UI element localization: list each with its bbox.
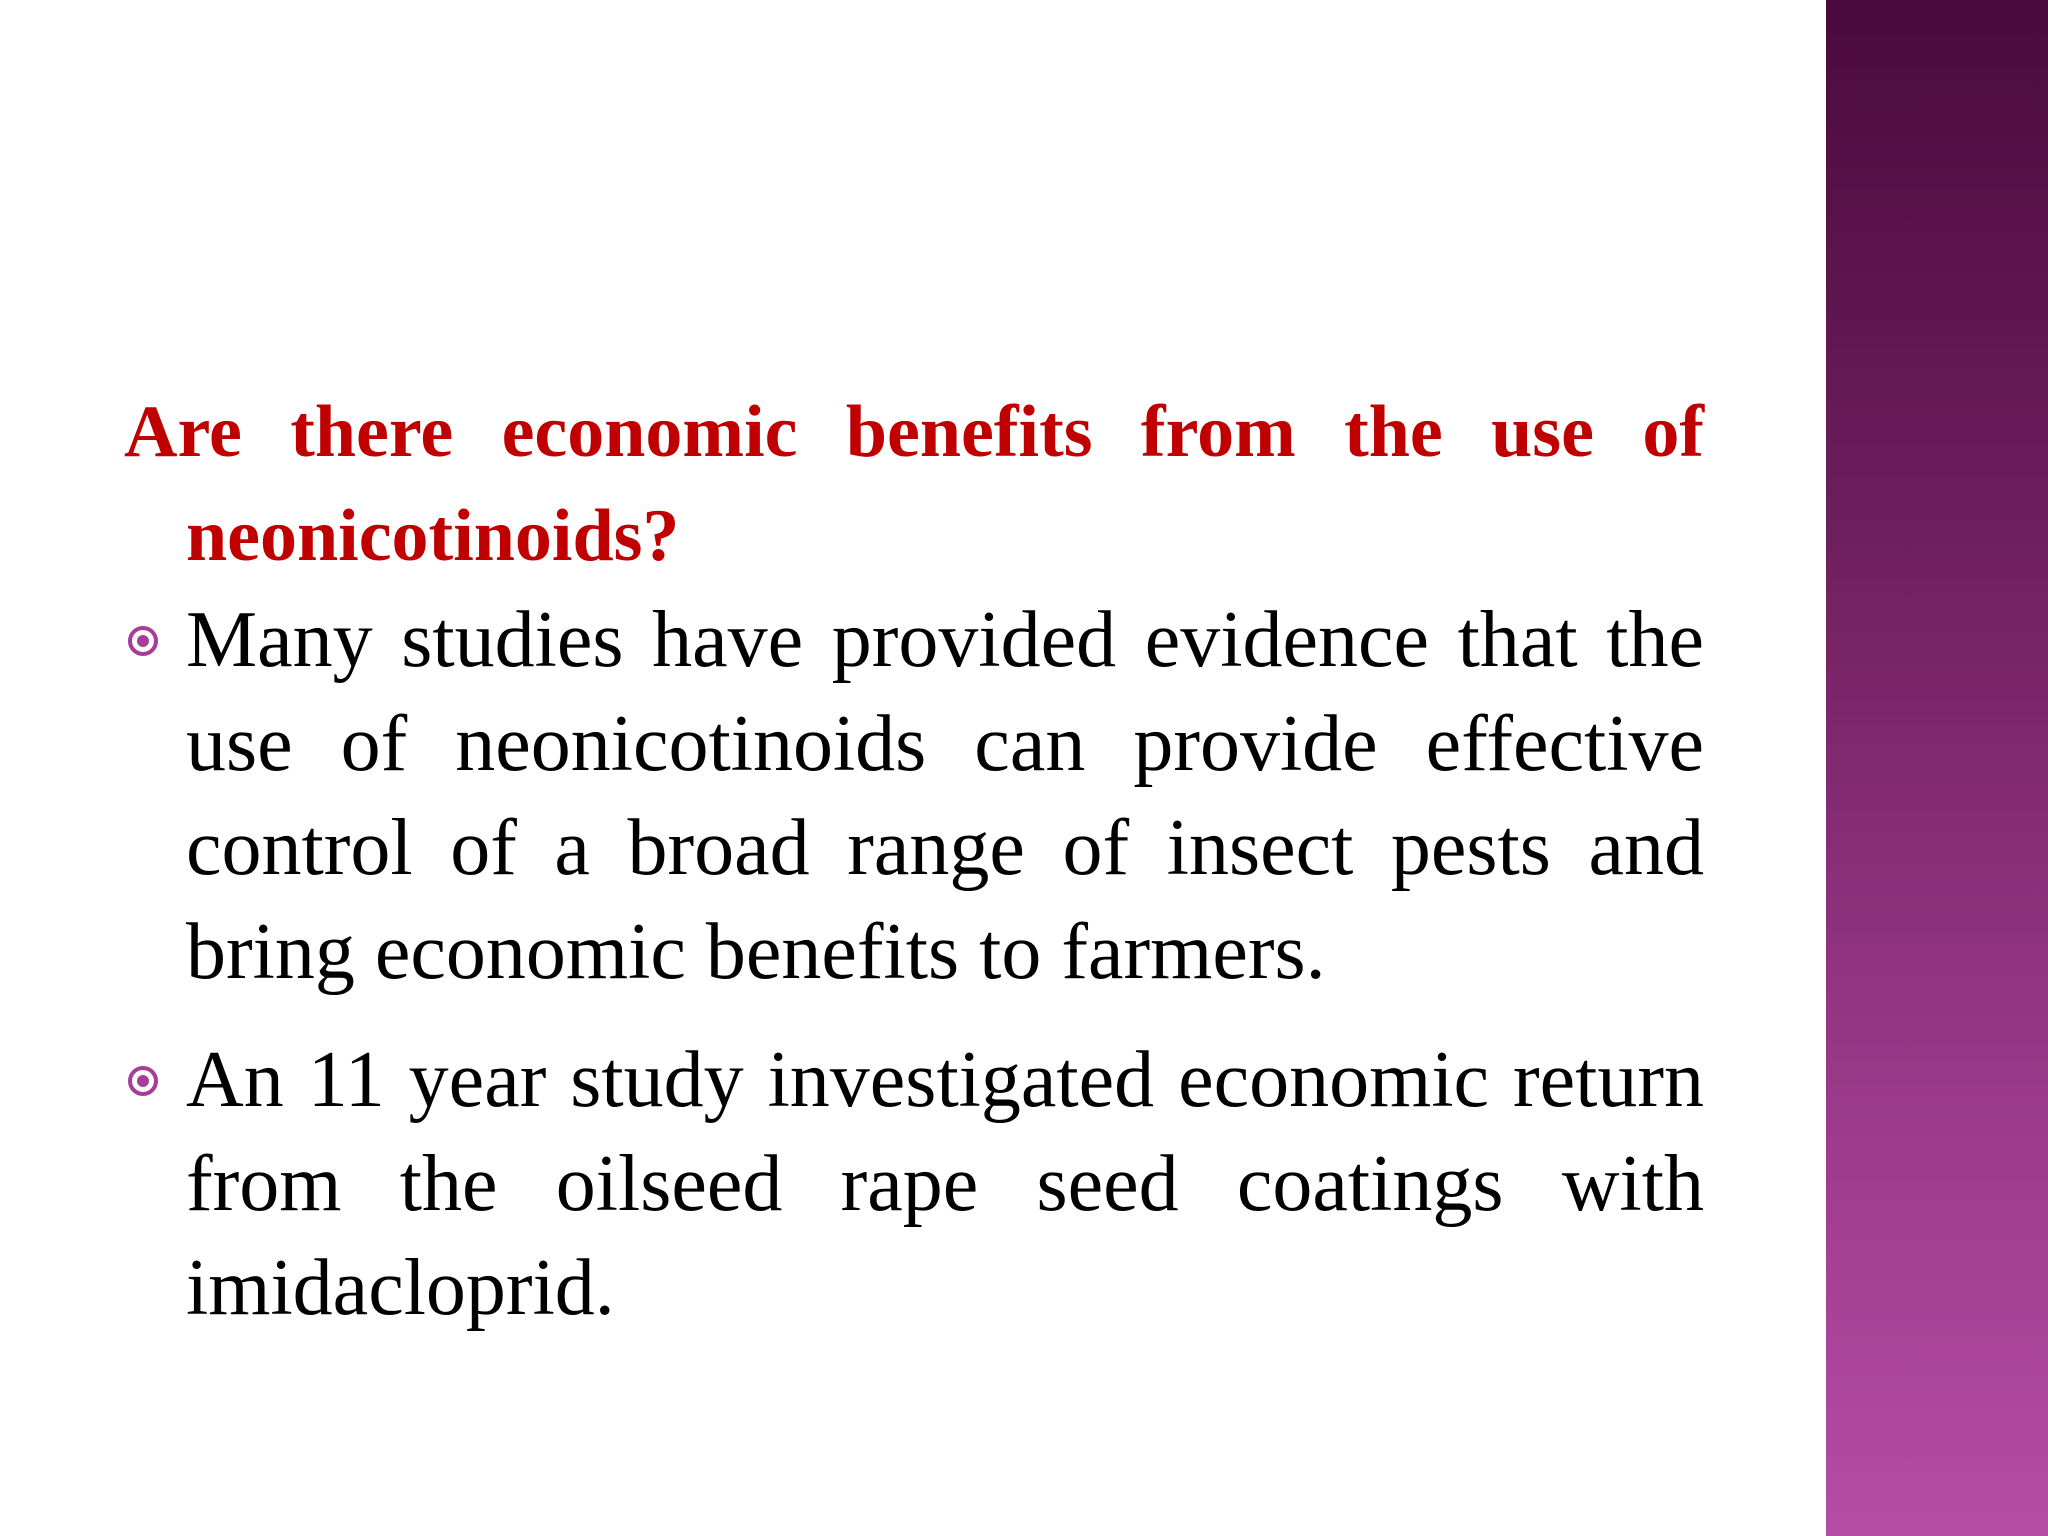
circle-bullet-icon <box>128 626 158 656</box>
slide-heading: Are there economic benefits from the use of neonicotinoids? <box>124 391 1704 577</box>
bullet-text-1: Many studies have provided evidence that the use of neonicotinoids can provide effective control of a broad range of insect pests and bring economic benefits to farmers. <box>186 596 1704 996</box>
bullet-item-2 <box>124 1028 1704 1340</box>
decorative-side-band <box>1826 0 2048 1536</box>
bullet-text-2: An 11 year study investigated economic return from the oilseed rape seed coatings with imidacloprid. <box>186 1036 1704 1332</box>
bullet-item-1 <box>124 588 1704 1004</box>
slide-content <box>124 380 1704 1340</box>
circle-bullet-icon <box>128 1066 158 1096</box>
